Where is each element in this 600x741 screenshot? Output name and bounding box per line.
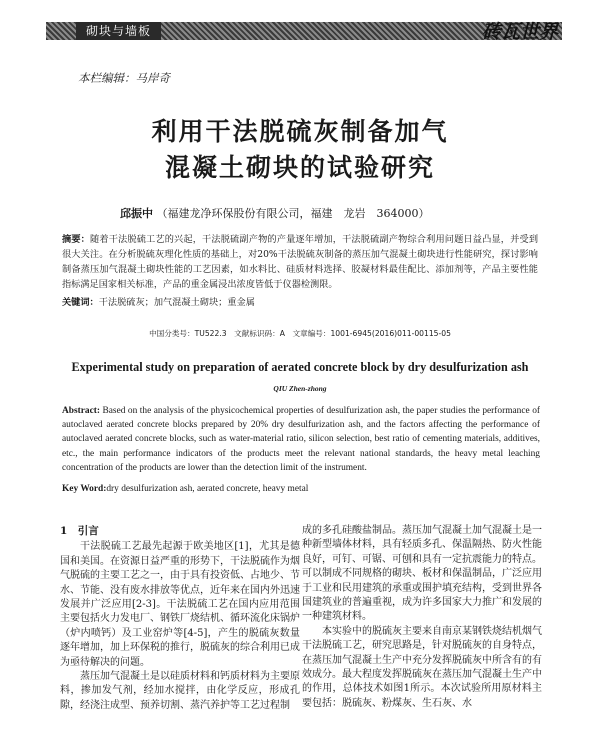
abstract-chinese	[62, 232, 538, 292]
english-author: QIU Zhen-zhong	[273, 384, 327, 393]
abstract-label: 摘要：	[62, 234, 91, 245]
author-affiliation: （福建龙净环保股份有限公司，福建 龙岩 364000）	[156, 207, 430, 220]
keywords-en-label: Key Word:	[62, 484, 107, 494]
left-paragraph-2: 蒸压加气混凝土是以硅质材料和钙质材料为主要原料，掺加发气剂，经加水搅拌，由化学反应，形成孔隙，经浇注成型、预养切割、蒸汽养护等工艺过程制	[60, 671, 300, 711]
column-editor: 本栏编辑：马岸奇	[78, 71, 170, 85]
section-label: 砌块与墙板	[76, 22, 161, 40]
author-name: 邱振中	[120, 207, 153, 220]
left-column	[60, 524, 300, 713]
keywords-en-text: dry desulfurization ash, aerated concrete, heavy metal	[106, 484, 309, 494]
right-paragraph-1: 成的多孔硅酸盐制品。蒸压加气混凝土加气混凝土是一种新型墙体材料，具有轻质多孔、保温隔热、防火性能良好，可钉、可锯、可刨和具有一定抗震能力的特点。可以制成不同规格的砌块、板材和保温制品，广泛应用于工业和民用建筑的承重或围护填充结构，受到世界各国建筑业的普遍重视，成为许多国家大力推广和发展的一种建筑材料。	[302, 525, 542, 623]
title-line-1: 利用干法脱硫灰制备加气	[151, 117, 449, 146]
title-line-2: 混凝土砌块的试验研究	[164, 153, 435, 182]
section-heading: 1 引言	[60, 525, 99, 537]
abstract-text: 随着干法脱硫工艺的兴起，干法脱硫副产物的产量逐年增加，干法脱硫副产物综合利用问题日益凸显，并受到很大关注。在分析脱硫灰理化性质的基础上，对20%干法脱硫灰制备的蒸压加气混凝土砌块进行性能研究，探讨影响制备蒸压加气混凝土砌块性能的工艺因素，如水料比、硅质材料选择、胶凝材料最佳配比、添加剂等，产品主要性能指标满足国家相关标准，产品的重金属浸出浓度皆低于仪器检测限。	[62, 234, 539, 290]
abstract-en-label: Abstract:	[62, 406, 101, 416]
abstract-en-text: Based on the analysis of the physicochemical properties of desulfurization ash, the paper studies the performance of autoclaved aerated concrete blocks prepared by 20% dry desulfurization ash, and the factors affecting the performance of autoclaved aerated concrete blocks, such as water-material ratio, silicon selection, best ratio of cementing materials, additives, etc., the main performance indicators of the products meet the relevant national standards, the heavy metal leaching concentration of the products are lower than the detection limit of the instrument.	[62, 406, 540, 473]
classification-line: 中国分类号：TU522.3 文献标识码：A 文章编号：1001-6945(2016)011-00115-05	[149, 329, 451, 338]
keywords-english	[62, 484, 308, 494]
left-paragraph-1: 干法脱硫工艺最先起源于欧美地区[1]，尤其是德国和美国。在资源日益严重的形势下，干法脱硫作为烟气脱硫的主要工艺之一，由于具有投资低、占地少、节水、节能、没有废水排放等优点，近年来在国内外迅速发展并广泛应用[2-3]。干法脱硫工艺在国内应用范围主要包括火力发电厂、钢铁厂烧结机、循环流化床锅炉（炉内喷钙）及工业窑炉等[4-5]，产生的脱硫灰数量逐年增加，加上环保税的推行，脱硫灰的综合利用已成为亟待解决的问题。	[60, 541, 300, 668]
right-column	[302, 524, 542, 711]
right-paragraph-2: 本实验中的脱硫灰主要来自南京某钢铁烧结机烟气干法脱硫工艺，研究思路是，针对脱硫灰的自身特点，在蒸压加气混凝土生产中充分发挥脱硫灰中所含有的有效成分。最大程度发挥脱硫灰在蒸压加气混凝土生产中的作用，总体技术如图1所示。本次试验所用原材料主要包括：脱硫灰、粉煤灰、生石灰、水	[302, 625, 542, 709]
english-title: Experimental study on preparation of aerated concrete block by dry desulfurization ash	[71, 360, 529, 374]
keywords-label: 关键词：	[62, 297, 99, 308]
keywords-text: 干法脱硫灰；加气混凝土砌块；重金属	[98, 297, 255, 308]
abstract-english	[62, 404, 540, 475]
author-line	[120, 205, 430, 221]
journal-logo: 砖瓦世界	[481, 21, 558, 43]
keywords-chinese	[62, 294, 255, 308]
